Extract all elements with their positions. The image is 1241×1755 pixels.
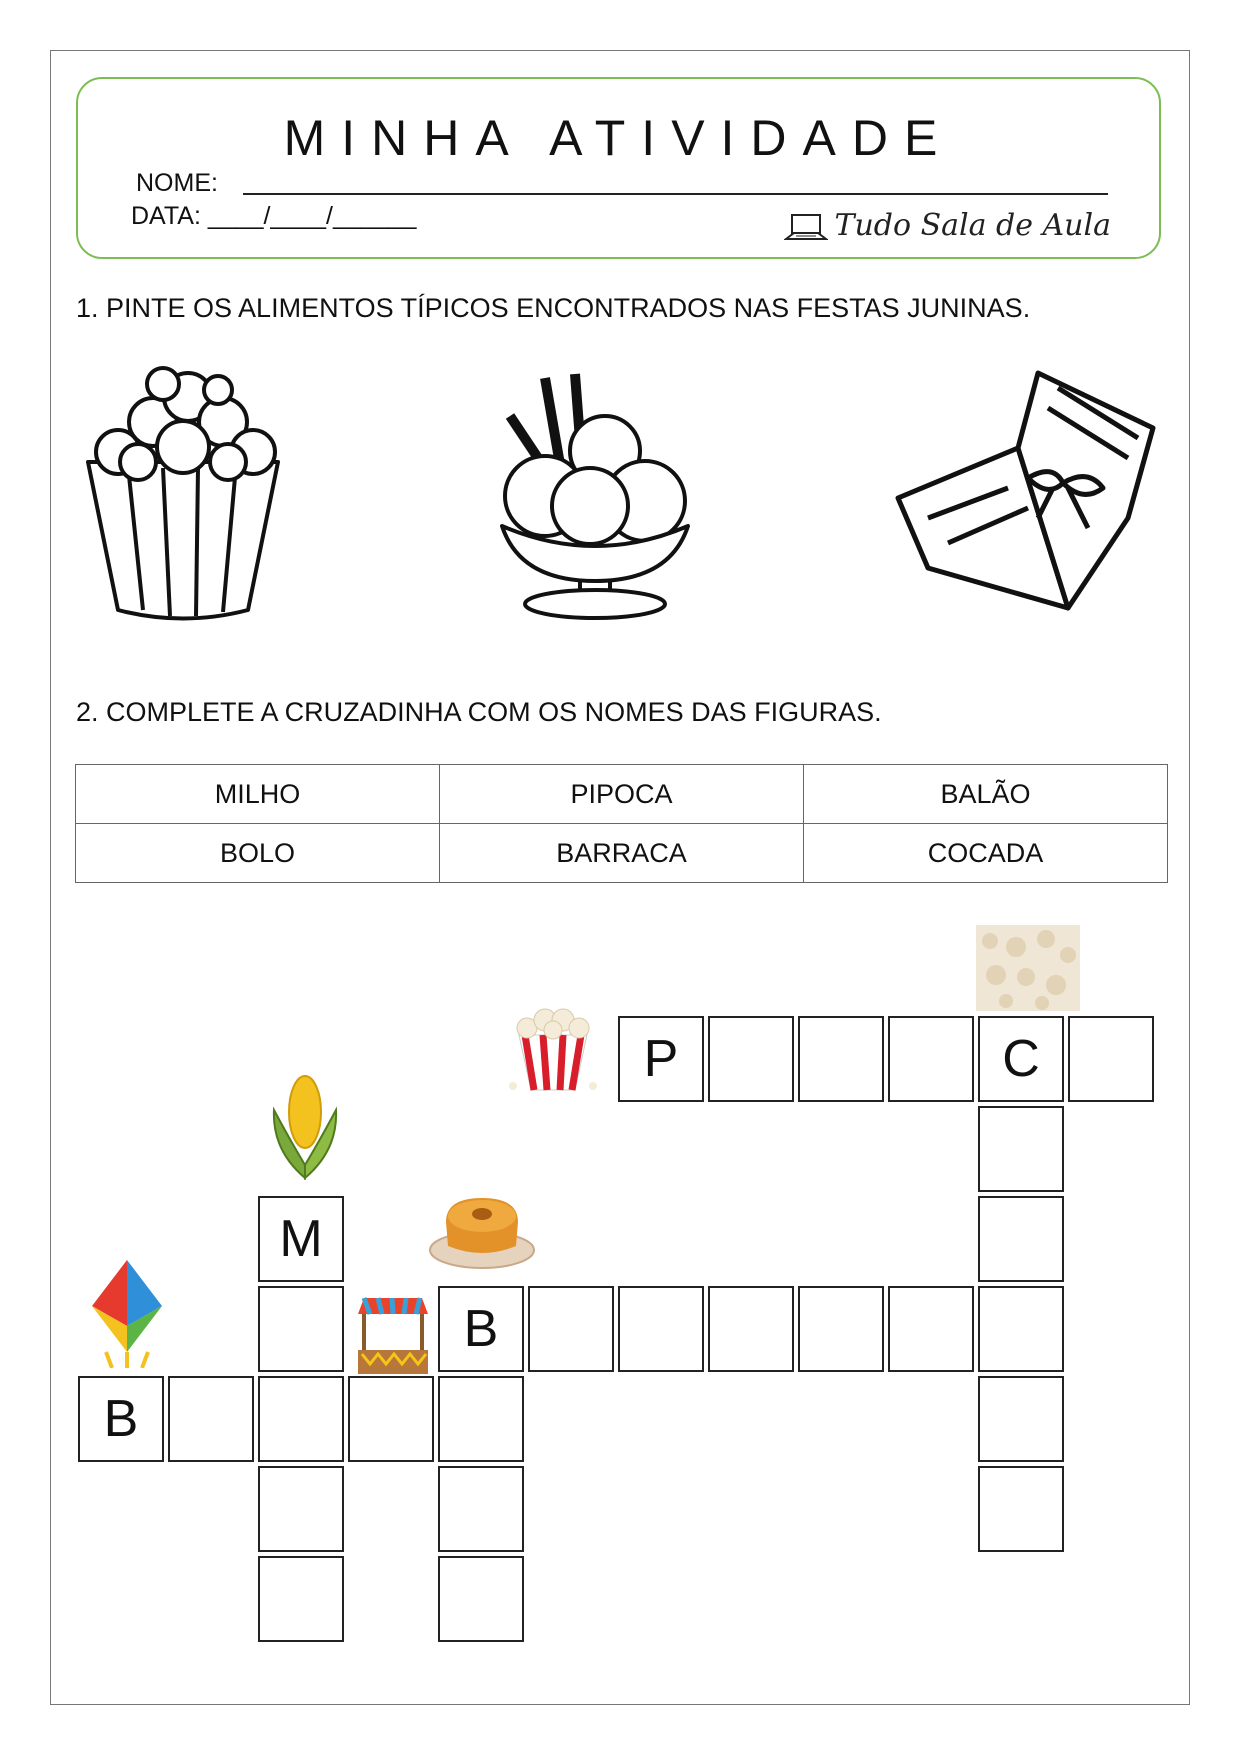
word-bank-table: [75, 764, 1168, 883]
crossword-cell-balao-2[interactable]: [168, 1376, 254, 1462]
pamonha-outline-image[interactable]: [888, 368, 1163, 620]
lantern-clue-image: [84, 1256, 170, 1368]
crossword-cell-barraca-2[interactable]: [528, 1286, 614, 1372]
crossword-cell-balao-4[interactable]: [348, 1376, 434, 1462]
word-bank-cell: BOLO: [76, 824, 440, 883]
crossword-cell-barraca-6[interactable]: [888, 1286, 974, 1372]
crossword-cell-pipoca-5-cocada-1[interactable]: C: [978, 1016, 1064, 1102]
page-title: MINHA ATIVIDADE: [283, 110, 954, 166]
crossword-cell-bolo-3[interactable]: [438, 1466, 524, 1552]
crossword-cell-balao-1[interactable]: B: [78, 1376, 164, 1462]
crossword-cell-bolo-4[interactable]: [438, 1556, 524, 1642]
cake-clue-image: [428, 1192, 536, 1272]
ice-cream-bowl-outline-image[interactable]: [490, 366, 700, 621]
crossword-cell-cocada-4[interactable]: [978, 1286, 1064, 1372]
word-bank-cell: BALÃO: [804, 765, 1168, 824]
crossword-cell-barraca-4[interactable]: [708, 1286, 794, 1372]
logo-text: Tudo Sala de Aula: [834, 208, 1111, 243]
crossword-cell-pipoca-1[interactable]: P: [618, 1016, 704, 1102]
crossword-cell-cocada-6[interactable]: [978, 1466, 1064, 1552]
word-bank-cell: MILHO: [76, 765, 440, 824]
word-bank-cell: COCADA: [804, 824, 1168, 883]
crossword-cell-milho-5[interactable]: [258, 1556, 344, 1642]
crossword-cell-milho-1[interactable]: M: [258, 1196, 344, 1282]
crossword-cell-barraca-5[interactable]: [798, 1286, 884, 1372]
question-2: 2. COMPLETE A CRUZADINHA COM OS NOMES DAS FIGURAS.: [76, 697, 882, 727]
laptop-icon: [784, 211, 828, 243]
stall-clue-image: [354, 1294, 432, 1376]
question-1: 1. PINTE OS ALIMENTOS TÍPICOS ENCONTRADOS NAS FESTAS JUNINAS.: [76, 293, 1031, 323]
crossword-cell-milho-3-balao-3[interactable]: [258, 1376, 344, 1462]
word-bank-cell: PIPOCA: [440, 765, 804, 824]
corn-clue-image: [270, 1070, 340, 1182]
crossword-cell-cocada-5[interactable]: [978, 1376, 1064, 1462]
crossword-cell-milho-2[interactable]: [258, 1286, 344, 1372]
crossword-cell-cocada-2[interactable]: [978, 1106, 1064, 1192]
header-box: [76, 77, 1161, 259]
crossword-cell-barraca-3[interactable]: [618, 1286, 704, 1372]
logo: [784, 208, 1111, 243]
crossword-cell-pipoca-4[interactable]: [888, 1016, 974, 1102]
crossword-cell-pipoca-6[interactable]: [1068, 1016, 1154, 1102]
crossword-cell-pipoca-2[interactable]: [708, 1016, 794, 1102]
name-label: NOME:: [136, 169, 218, 197]
popcorn-bucket-outline-image[interactable]: [78, 362, 288, 624]
name-field[interactable]: [243, 193, 1108, 195]
crossword-cell-pipoca-3[interactable]: [798, 1016, 884, 1102]
popcorn-clue-image: [505, 1000, 600, 1095]
crossword-cell-balao-5-bolo-2[interactable]: [438, 1376, 524, 1462]
crossword-cell-milho-4[interactable]: [258, 1466, 344, 1552]
word-bank-cell: BARRACA: [440, 824, 804, 883]
crossword-cell-cocada-3[interactable]: [978, 1196, 1064, 1282]
crossword-cell-barraca-1-bolo-1[interactable]: B: [438, 1286, 524, 1372]
cocada-clue-image: [976, 925, 1080, 1011]
date-field[interactable]: DATA: ____/____/______: [131, 202, 417, 230]
